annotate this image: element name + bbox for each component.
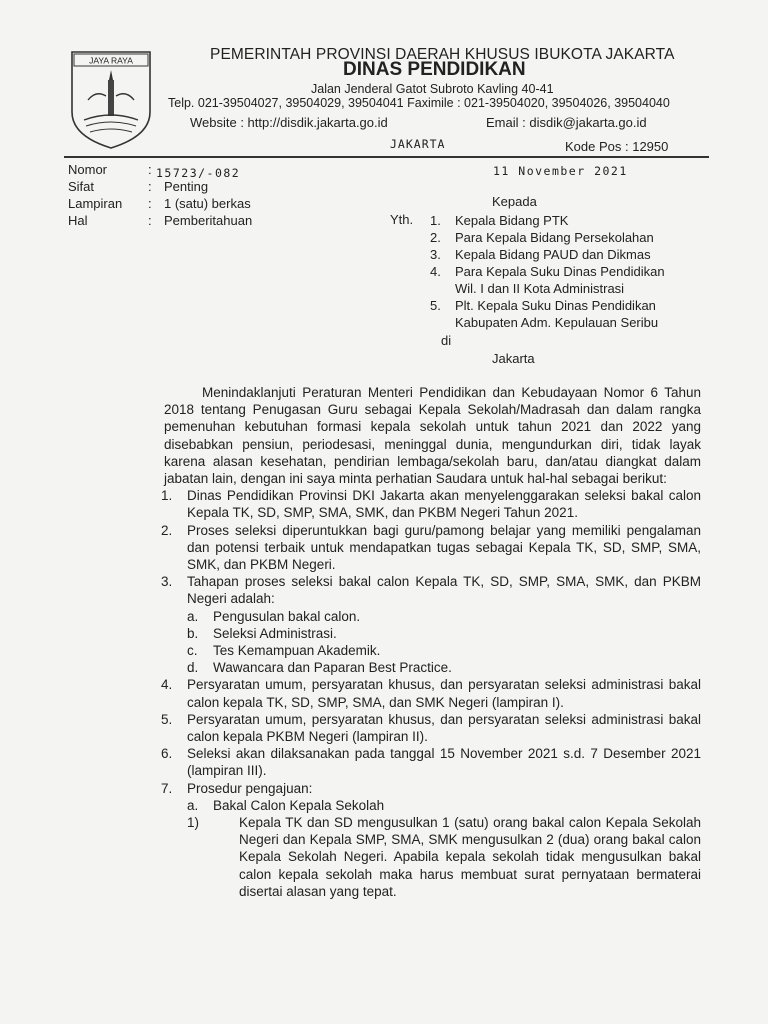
nomor-value: 15723/-082	[156, 166, 241, 180]
list-item	[161, 487, 701, 521]
postal-code: Kode Pos : 12950	[565, 139, 669, 154]
recipient-name: Kepala Bidang PAUD dan Dikmas	[455, 247, 651, 262]
letter-body	[161, 384, 701, 900]
item-text: Proses seleksi diperuntukkan bagi guru/pamong belajar yang memiliki pengalaman dan potensi terbaik untuk mendapatkan tugas sebagai Kepala TK, SD, SMP, SMA, SMK, dan PKBM Negeri.	[187, 522, 701, 573]
item-number: 7.	[161, 780, 173, 796]
recipient-item	[430, 229, 665, 246]
stage-text: Seleksi Administrasi.	[213, 625, 337, 641]
agency-phone: Telp. 021-39504027, 39504029, 39504041 Faximile : 021-39504020, 39504026, 39504040	[168, 96, 670, 110]
recipient-list	[430, 212, 665, 331]
intro-paragraph: Menindaklanjuti Peraturan Menteri Pendidikan dan Kebudayaan Nomor 6 Tahun 2018 tentang Penugasan Guru sebagai Kepala Sekolah/Madrasah dan dalam rangka pemenuhan kebutuhan formasi kepala sekolah untuk tahun 2021 dan 2022 yang disebabkan pensiun, periodesasi, meninggal dunia, mengundurkan diri, tidak layak karena alasan kesehatan, pendirian lembaga/sekolah baru, dan/atau diangkat dalam jabatan lain, dengan ini saya minta perhatian Saudara untuk hal-hal sebagai berikut:	[164, 385, 701, 487]
hal-colon: :	[148, 213, 152, 228]
hal-value: Pemberitahuan	[164, 213, 253, 228]
lampiran-colon: :	[148, 196, 152, 211]
item-number: 5.	[161, 711, 173, 727]
yth-label: Yth.	[390, 212, 414, 227]
recipient-number: 5.	[430, 298, 441, 313]
stage-item	[187, 659, 701, 676]
letter-date: 11 November 2021	[493, 164, 628, 178]
lampiran-label: Lampiran	[68, 196, 123, 211]
letterhead-divider	[64, 156, 709, 158]
list-item	[161, 780, 701, 900]
sifat-value: Penting	[164, 179, 209, 194]
item-text: Persyaratan umum, persyaratan khusus, dan persyaratan seleksi administrasi bakal calon kepala TK, SD, SMP, SMA, dan SMK Negeri (lampiran I).	[187, 677, 701, 710]
procedure-subtext: Kepala TK dan SD mengusulkan 1 (satu) orang bakal calon Kepala Sekolah Negeri dan Kepala SMP, SMA, SMK mengusulkan 2 (dua) orang bakal calon Kepala Sekolah Negeri. Apabila kepala sekolah tidak mengusulkan bakal calon kepala sekolah maka harus membuat surat pernyataan bermaterai disertai alasan yang tepat.	[239, 815, 701, 899]
points-list	[161, 487, 701, 900]
recipient-name: Para Kepala Bidang Persekolahan	[455, 230, 654, 245]
stage-letter: c.	[187, 643, 198, 659]
procedure-letter: a.	[187, 797, 199, 813]
item-text: Seleksi akan dilaksanakan pada tanggal 15 November 2021 s.d. 7 Desember 2021 (lampiran III).	[187, 746, 701, 779]
agency-website: Website : http://disdik.jakarta.go.id	[190, 115, 388, 130]
stage-item	[187, 642, 701, 659]
stage-letter: a.	[187, 608, 199, 624]
stage-letter: d.	[187, 660, 199, 676]
sifat-colon: :	[148, 179, 152, 194]
di-label: di	[441, 333, 452, 348]
nomor-colon: :	[148, 162, 152, 177]
stage-text: Wawancara dan Paparan Best Practice.	[213, 660, 452, 676]
agency-address: Jalan Jenderal Gatot Subroto Kavling 40-41	[311, 82, 554, 96]
stage-text: Pengusulan bakal calon.	[213, 608, 361, 624]
procedure-subnumber: 1)	[187, 815, 200, 831]
procedure-subitem	[187, 814, 701, 900]
stage-text: Tes Kemampuan Akademik.	[213, 643, 381, 659]
recipient-name-continued: Kabupaten Adm. Kepulauan Seribu	[455, 315, 659, 330]
item-number: 6.	[161, 746, 173, 762]
procedure-item	[187, 797, 701, 814]
item-text: Dinas Pendidikan Provinsi DKI Jakarta akan menyelenggarakan seleksi bakal calon Kepala TK, SD, SMP, SMA, SMK, dan PKBM Negeri Tahun 2021.	[187, 488, 701, 521]
list-item	[161, 745, 701, 779]
list-item	[161, 573, 701, 676]
emblem-motto: JAYA RAYA	[89, 55, 133, 66]
jaya-raya-emblem	[66, 50, 156, 150]
item-text: Tahapan proses seleksi bakal calon Kepala TK, SD, SMP, SMA, SMK, dan PKBM Negeri adalah:	[187, 574, 701, 607]
recipient-item	[430, 297, 665, 331]
recipient-item	[430, 212, 665, 229]
government-title: PEMERINTAH PROVINSI DAERAH KHUSUS IBUKOTA JAKARTA	[210, 46, 675, 63]
nomor-label: Nomor	[68, 162, 108, 177]
stage-item	[187, 608, 701, 625]
item-number: 3.	[161, 574, 173, 590]
list-item	[161, 522, 701, 574]
recipient-number: 3.	[430, 247, 441, 262]
procedure-text: Bakal Calon Kepala Sekolah	[213, 797, 385, 813]
recipient-number: 4.	[430, 264, 441, 279]
recipient-name: Plt. Kepala Suku Dinas Pendidikan	[455, 298, 656, 313]
item-text: Prosedur pengajuan:	[187, 780, 313, 796]
recipient-name-continued: Wil. I dan II Kota Administrasi	[455, 281, 625, 296]
recipient-number: 2.	[430, 230, 441, 245]
recipient-number: 1.	[430, 213, 441, 228]
recipient-name: Para Kepala Suku Dinas Pendidikan	[455, 264, 665, 279]
letterhead-city: JAKARTA	[390, 137, 446, 151]
hal-label: Hal	[68, 213, 88, 228]
list-item	[161, 711, 701, 745]
sifat-label: Sifat	[68, 179, 95, 194]
recipient-item	[430, 246, 665, 263]
stage-item	[187, 625, 701, 642]
recipient-place: Jakarta	[492, 351, 535, 366]
kepada-label: Kepada	[492, 194, 537, 209]
agency-title: DINAS PENDIDIKAN	[343, 59, 526, 80]
item-text: Persyaratan umum, persyaratan khusus, dan persyaratan seleksi administrasi bakal calon kepala PKBM Negeri (lampiran II).	[187, 711, 701, 745]
agency-email: Email : disdik@jakarta.go.id	[486, 115, 647, 130]
recipient-name: Kepala Bidang PTK	[455, 213, 569, 228]
stage-letter: b.	[187, 625, 199, 641]
item-number: 1.	[161, 488, 173, 504]
item-number: 4.	[161, 677, 173, 693]
item-number: 2.	[161, 522, 173, 538]
list-item	[161, 676, 701, 710]
recipient-item	[430, 263, 665, 297]
lampiran-value: 1 (satu) berkas	[164, 196, 251, 211]
